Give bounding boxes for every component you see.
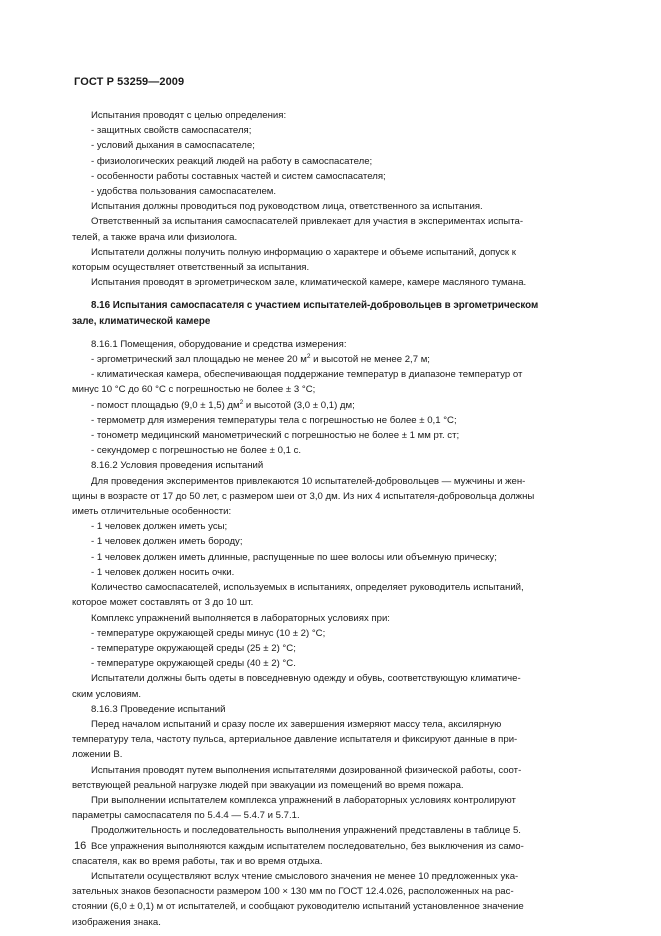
- subsection-title: 8.16.2 Условия проведения испытаний: [91, 460, 264, 472]
- intro-paragraph: Испытания проводят в эргометрическом зале, климатической камере, камере масляного тумана.: [91, 277, 527, 289]
- intro-item: - удобства пользования самоспасателем.: [91, 186, 277, 198]
- temperature-item: - температуре окружающей среды минус (10 ± 2) °С;: [91, 627, 326, 639]
- temperature-item: - температуре окружающей среды (40 ± 2) °С.: [91, 658, 296, 670]
- equipment-item-cont: минус 10 °С до 60 °С с погрешностью не более ± 3 °С;: [72, 384, 316, 396]
- superscript: 2: [239, 398, 244, 406]
- intro-paragraph: Испытатели должны получить полную информацию о характере и объеме испытаний, допуск к: [91, 246, 516, 258]
- feature-item: - 1 человек должен иметь усы;: [91, 521, 228, 533]
- equipment-item: - термометр для измерения температуры тела с погрешностью не более ± 0,1 °С;: [91, 414, 457, 426]
- equipment-item: - климатическая камера, обеспечивающая поддержание температур в диапазоне температур от: [91, 369, 523, 381]
- paragraph-cont: спасателя, как во время работы, так и во время отдыха.: [72, 855, 323, 867]
- intro-lead: Испытания проводят с целью определения:: [91, 110, 287, 121]
- feature-item: - 1 человек должен иметь бороду;: [91, 536, 243, 548]
- section-heading-cont: зале, климатической камере: [72, 315, 211, 327]
- paragraph-cont: температуру тела, частоту пульса, артериальное давление испытателя и фиксируют данные в при-: [72, 734, 518, 746]
- intro-paragraph: Ответственный за испытания самоспасателей привлекает для участия в экспериментах испыта-: [91, 216, 524, 228]
- page-number: 16: [74, 840, 87, 852]
- section-heading: 8.16 Испытания самоспасателя с участием испытателей-добровольцев в эргометрическом: [91, 300, 539, 312]
- paragraph-cont: которое может составлять от 3 до 10 шт.: [72, 597, 254, 609]
- equipment-item: - тонометр медицинский манометрический с погрешностью не более ± 1 мм рт. ст;: [91, 430, 460, 442]
- paragraph: Испытания проводят путем выполнения испытателями дозированной физической работы, соот-: [91, 764, 522, 776]
- subsection-title: 8.16.1 Помещения, оборудование и средства измерения:: [91, 338, 347, 350]
- equipment-item: [91, 398, 589, 413]
- page-body: [72, 108, 589, 930]
- intro-item: - защитных свойств самоспасателя;: [91, 125, 252, 137]
- paragraph-cont: ветствующей реальной нагрузке людей при эвакуации из помещений во время пожара.: [72, 779, 464, 791]
- document-code: ГОСТ Р 53259—2009: [74, 76, 185, 88]
- equipment-text: и высотой (3,0 ± 0,1) дм;: [243, 399, 355, 411]
- paragraph-cont: изображения знака.: [72, 916, 161, 928]
- temperature-item: - температуре окружающей среды (25 ± 2) °С;: [91, 642, 296, 654]
- equipment-text: - эргометрический зал площадью не менее 20 м: [91, 354, 307, 366]
- paragraph: Для проведения экспериментов привлекаются 10 испытателей-добровольцев — мужчины и жен-: [91, 475, 526, 487]
- paragraph-cont: ложении В.: [72, 749, 123, 761]
- intro-item: - особенности работы составных частей и систем самоспасателя;: [91, 170, 386, 182]
- equipment-item: [91, 352, 589, 367]
- paragraph-cont: стоянии (6,0 ± 0,1) м от испытателей, и сообщают руководителю испытаний установленное значение: [72, 901, 524, 913]
- paragraph: Испытатели должны быть одеты в повседневную одежду и обувь, соответствующую климатиче-: [91, 673, 521, 685]
- paragraph-cont: ским условиям.: [72, 688, 142, 700]
- paragraph: Количество самоспасателей, используемых в испытаниях, определяет руководитель испытаний,: [91, 582, 524, 594]
- paragraph-cont: иметь отличительные особенности:: [72, 506, 232, 518]
- intro-item: - условий дыхания в самоспасателе;: [91, 140, 255, 152]
- paragraph: Комплекс упражнений выполняется в лабораторных условиях при:: [91, 612, 390, 624]
- equipment-text: - помост площадью (9,0 ± 1,5) дм: [91, 399, 240, 411]
- superscript: 2: [306, 353, 311, 361]
- spacer: [91, 290, 589, 298]
- paragraph: Все упражнения выполняются каждым испытателем последовательно, без выключения из само-: [91, 840, 524, 852]
- paragraph: Продолжительность и последовательность выполнения упражнений представлены в таблице 5.: [91, 825, 521, 837]
- intro-paragraph-cont: которым осуществляет ответственный за испытания.: [72, 262, 310, 274]
- feature-item: - 1 человек должен иметь длинные, распущенные по шее волосы или объемную прическу;: [91, 551, 497, 563]
- subsection-title: 8.16.3 Проведение испытаний: [91, 703, 226, 715]
- intro-paragraph: Испытания должны проводиться под руководством лица, ответственного за испытания.: [91, 201, 483, 213]
- paragraph: Испытатели осуществляют вслух чтение смыслового значения не менее 10 предложенных ука-: [91, 870, 519, 882]
- equipment-text: и высотой не менее 2,7 м;: [310, 354, 430, 366]
- paragraph-cont: параметры самоспасателя по 5.4.4 — 5.4.7 и 5.7.1.: [72, 810, 300, 822]
- paragraph-cont: щины в возрасте от 17 до 50 лет, с размером шеи от 3,0 дм. Из них 4 испытателя-добровольца должны: [72, 490, 535, 502]
- paragraph: При выполнении испытателем комплекса упражнений в лабораторных условиях контролируют: [91, 794, 516, 806]
- spacer: [91, 329, 589, 337]
- intro-item: - физиологических реакций людей на работу в самоспасателе;: [91, 155, 373, 167]
- paragraph: Перед началом испытаний и сразу после их завершения измеряют массу тела, аксилярную: [91, 718, 502, 730]
- feature-item: - 1 человек должен носить очки.: [91, 566, 235, 578]
- equipment-item: - секундомер с погрешностью не более ± 0,1 с.: [91, 445, 302, 457]
- intro-paragraph-cont: телей, а также врача или физиолога.: [72, 231, 238, 243]
- paragraph-cont: зательных знаков безопасности размером 100 × 130 мм по ГОСТ 12.4.026, расположенных на рас-: [72, 886, 514, 898]
